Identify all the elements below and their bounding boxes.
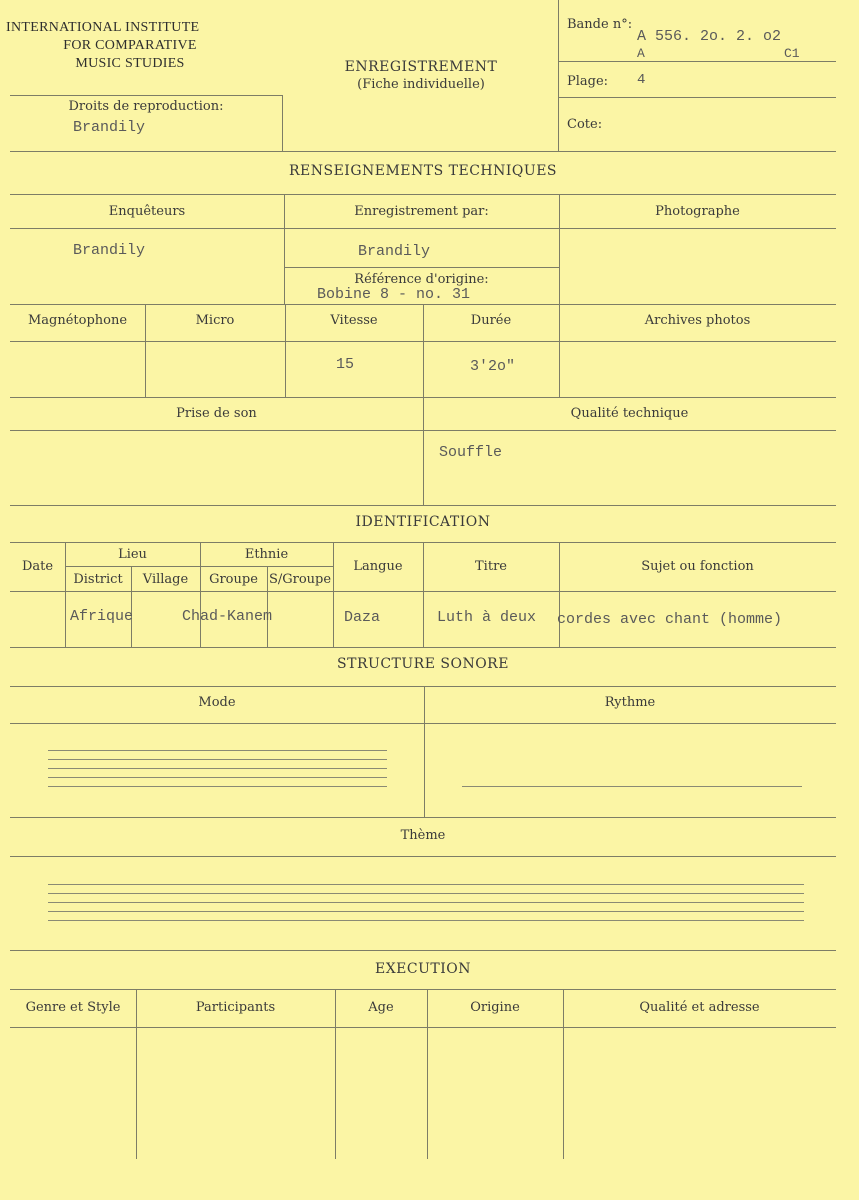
- divider: [427, 989, 428, 1159]
- bande-value-line2b: C1: [784, 46, 800, 61]
- divider: [10, 856, 836, 857]
- lieu-value: Afrique: [70, 608, 134, 625]
- bande-value-line1: A 556. 2o. 2. o2: [637, 28, 782, 45]
- divider: [10, 723, 836, 724]
- structure-heading: STRUCTURE SONORE: [337, 656, 509, 672]
- staff-line: [48, 884, 804, 885]
- bande-label: Bande n°:: [567, 17, 633, 32]
- plage-label: Plage:: [567, 74, 609, 89]
- enqueteurs-label: Enquêteurs: [108, 204, 186, 219]
- plage-value: 4: [637, 72, 646, 88]
- duree-value: 3'2o": [470, 358, 516, 375]
- vitesse-value: 15: [336, 356, 355, 373]
- droits-label: Droits de reproduction:: [68, 99, 224, 114]
- district-label: District: [73, 572, 123, 587]
- staff-line: [48, 911, 804, 912]
- divider: [558, 0, 559, 151]
- sujet-label: Sujet ou fonction: [641, 559, 754, 574]
- divider: [10, 95, 282, 96]
- archives-label: Archives photos: [644, 313, 751, 328]
- rhythm-line: [462, 786, 802, 787]
- age-label: Age: [368, 1000, 394, 1015]
- qualite-value: Souffle: [439, 444, 503, 461]
- divider: [65, 566, 333, 567]
- enregistrement-label: Enregistrement par:: [354, 204, 489, 219]
- divider: [145, 304, 146, 397]
- magnetophone-label: Magnétophone: [27, 313, 128, 328]
- titre-label: Titre: [475, 559, 507, 574]
- qualite-label: Qualité technique: [570, 406, 689, 421]
- staff-line: [48, 759, 387, 760]
- divider: [10, 647, 836, 648]
- staff-line: [48, 920, 804, 921]
- divider: [424, 686, 425, 817]
- langue-label: Langue: [353, 559, 403, 574]
- divider: [333, 542, 334, 647]
- sujet-value: cordes avec chant (homme): [557, 611, 783, 628]
- reference-value: Bobine 8 - no. 31: [317, 286, 471, 303]
- divider: [10, 950, 836, 951]
- divider: [200, 542, 201, 647]
- divider: [10, 194, 836, 195]
- divider: [10, 817, 836, 818]
- technical-heading: RENSEIGNEMENTS TECHNIQUES: [288, 163, 558, 179]
- enqueteurs-value: Brandily: [73, 242, 146, 259]
- form-title: ENREGISTREMENT: [344, 59, 498, 75]
- ethnie-value: Chad-Kanem: [182, 608, 273, 625]
- ethnie-label: Ethnie: [244, 547, 289, 562]
- staff-line: [48, 777, 387, 778]
- groupe-label: Groupe: [209, 572, 258, 587]
- divider: [284, 194, 285, 304]
- divider: [558, 97, 836, 98]
- sgroupe-label: S/Groupe: [268, 572, 332, 587]
- divider: [65, 542, 66, 647]
- divider: [559, 542, 560, 647]
- staff-line: [48, 750, 387, 751]
- divider: [10, 686, 836, 687]
- staff-line: [48, 893, 804, 894]
- micro-label: Micro: [195, 313, 235, 328]
- divider: [10, 505, 836, 506]
- divider: [131, 566, 132, 647]
- divider: [284, 267, 559, 268]
- divider: [563, 989, 564, 1159]
- divider: [136, 989, 137, 1159]
- theme-label: Thème: [400, 828, 446, 843]
- village-label: Village: [142, 572, 189, 587]
- divider: [423, 542, 424, 647]
- date-label: Date: [21, 559, 54, 574]
- institute-line-1: INTERNATIONAL INSTITUTE: [6, 20, 200, 35]
- staff-line: [48, 768, 387, 769]
- divider: [335, 989, 336, 1159]
- divider: [10, 989, 836, 990]
- divider: [10, 151, 836, 152]
- divider: [559, 304, 560, 397]
- divider: [285, 304, 286, 397]
- bande-value-line2a: A: [637, 46, 645, 61]
- photographe-label: Photographe: [655, 204, 740, 219]
- genre-label: Genre et Style: [25, 1000, 121, 1015]
- divider: [559, 194, 560, 304]
- lieu-label: Lieu: [118, 547, 147, 562]
- divider: [423, 304, 424, 397]
- divider: [10, 1027, 836, 1028]
- institute-line-2: FOR COMPARATIVE: [63, 38, 197, 53]
- institute-line-3: MUSIC STUDIES: [75, 56, 185, 71]
- divider: [282, 95, 283, 151]
- titre-value: Luth à deux: [437, 609, 537, 626]
- mode-label: Mode: [198, 695, 236, 710]
- qualite-adresse-label: Qualité et adresse: [639, 1000, 760, 1015]
- reference-label: Référence d'origine:: [354, 272, 489, 287]
- prise-label: Prise de son: [176, 406, 257, 421]
- enregistrement-value: Brandily: [358, 243, 431, 260]
- divider: [558, 61, 836, 62]
- vitesse-label: Vitesse: [330, 313, 378, 328]
- participants-label: Participants: [195, 1000, 276, 1015]
- execution-heading: EXECUTION: [374, 961, 471, 977]
- rythme-label: Rythme: [604, 695, 656, 710]
- divider: [267, 566, 268, 647]
- langue-value: Daza: [344, 609, 381, 626]
- divider: [423, 397, 424, 505]
- droits-value: Brandily: [73, 119, 146, 136]
- form-subtitle: (Fiche individuelle): [357, 77, 485, 92]
- cote-label: Cote:: [567, 117, 603, 132]
- staff-line: [48, 786, 387, 787]
- divider: [10, 228, 836, 229]
- identification-heading: IDENTIFICATION: [355, 514, 491, 530]
- staff-line: [48, 902, 804, 903]
- origine-label: Origine: [470, 1000, 520, 1015]
- duree-label: Durée: [470, 313, 512, 328]
